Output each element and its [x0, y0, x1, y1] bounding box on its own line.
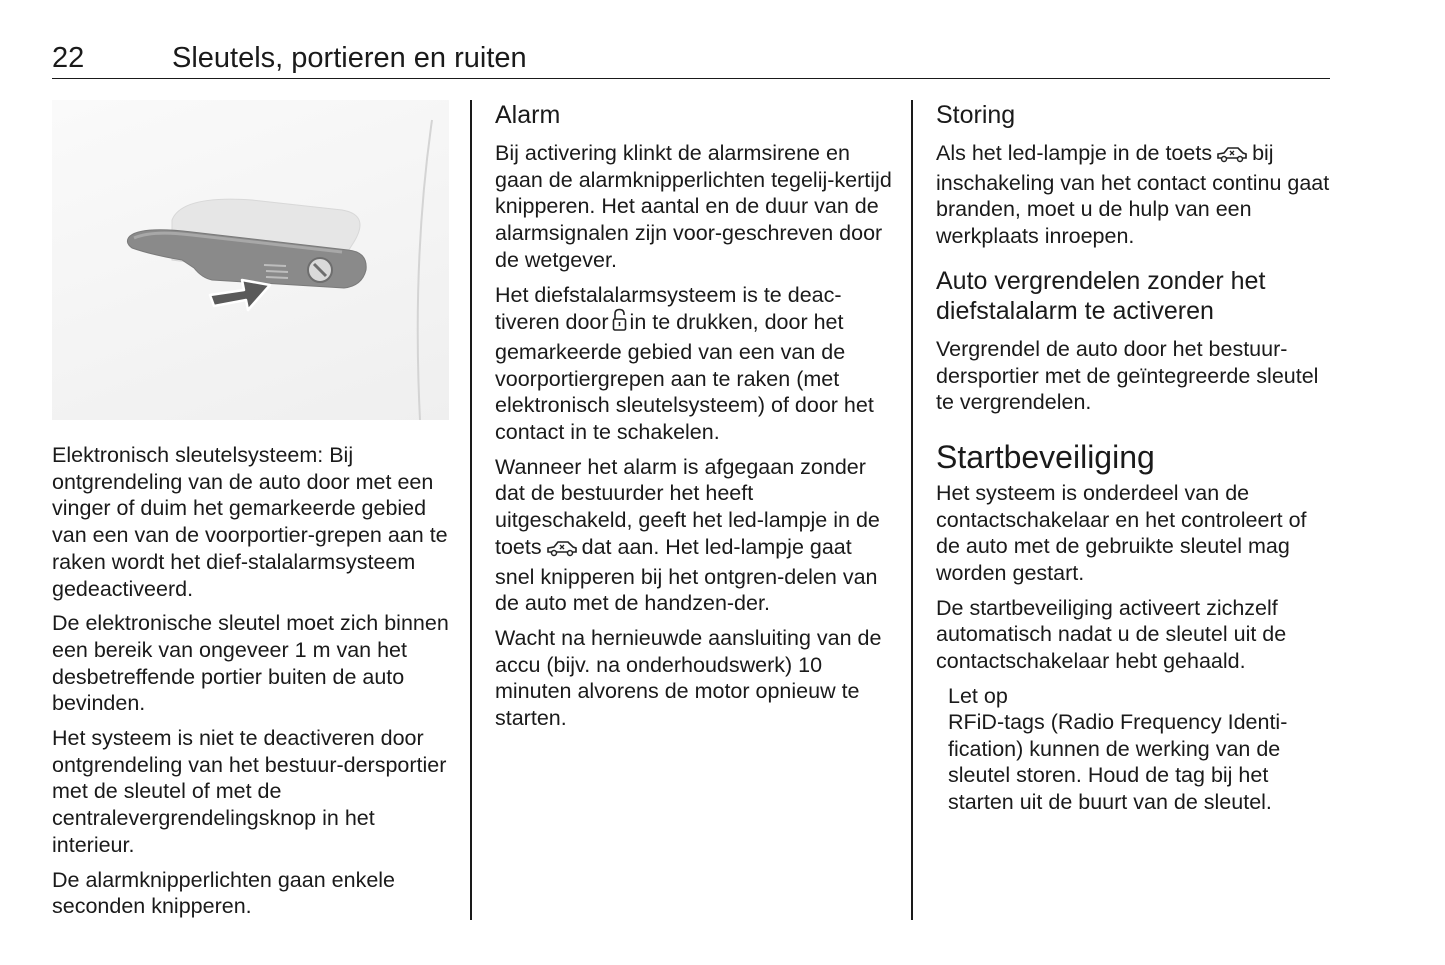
- section-heading-storing: Storing: [936, 101, 1016, 129]
- page-number: 22: [52, 42, 85, 74]
- paragraph: De alarmknipperlichten gaan enkele seconden knipperen.: [52, 867, 396, 919]
- paragraph: [495, 454, 895, 617]
- paragraph: Het systeem is onderdeel van de contactschakelaar en het controleert of de auto met de gebruikte sleutel mag worden gestart.: [936, 480, 1307, 586]
- door-handle-illustration: [52, 100, 449, 420]
- text-run: dat aan. Het led-lampje gaat snel knipperen bij het ontgren-delen van de auto met de handzen-der.: [495, 534, 878, 616]
- paragraph: Bij activering klinkt de alarmsirene en gaan de alarmknipperlichten tegelij-kertijd knipperen. Het aantal en de duur van de alarmsignalen zijn voor-geschreven door de wetgever.: [495, 141, 892, 272]
- column-divider: [470, 100, 472, 920]
- paragraph: Elektronisch sleutelsysteem: Bij ontgrendeling van de auto door met een vinger of duim het gemarkeerde gebied van een van de voorportier-grepen aan te raken wordt het dief-stalalarmsysteem gedeactiveerd.: [52, 443, 448, 601]
- chapter-title: Sleutels, portieren en ruiten: [172, 42, 527, 74]
- note-text: RFiD-tags (Radio Frequency Identi-fication) kunnen de werking van de sleutel storen. Houd de tag bij het starten uit de buurt van de sleutel.: [948, 709, 1288, 814]
- paragraph: De elektronische sleutel moet zich binnen een bereik van ongeveer 1 m van het desbetreffende portier buiten de auto bevinden.: [52, 611, 449, 716]
- paragraph: [495, 282, 895, 446]
- text-run: Wanneer het alarm is afgegaan zonder dat de bestuurder het heeft uitgeschakeld, geeft het led-lampje in de toets: [495, 454, 880, 559]
- page-header: [52, 40, 1330, 79]
- paragraph: Wacht na hernieuwde aansluiting van de accu (bijv. na onderhoudswerk) 10 minuten alvorens de motor opnieuw te starten.: [495, 625, 882, 731]
- text-run: Het diefstalalarmsysteem is te deac-tiveren door: [495, 282, 842, 335]
- door-handle-press-icon: [52, 100, 449, 420]
- text-run: in te drukken, door het gemarkeerde gebied van een van de voorportiergrepen aan te raken (met elektronisch sleutelsysteem) of door het contact in te schakelen.: [495, 310, 874, 445]
- note-box: [936, 683, 1336, 816]
- column-divider: [911, 100, 913, 920]
- paragraph: Vergrendel de auto door het bestuur-dersportier met de geïntegreerde sleutel te vergrendelen.: [936, 336, 1319, 415]
- text-run: bij inschakeling van het contact continu gaat branden, moet u de hulp van een werkplaats inroepen.: [936, 141, 1330, 249]
- car-alarm-icon: [1215, 143, 1249, 170]
- text-run: Als het led-lampje in de toets: [936, 141, 1213, 165]
- unlock-icon: [612, 308, 627, 339]
- column-right: [936, 100, 1336, 824]
- section-heading-startbeveiliging: Startbeveiliging: [936, 438, 1155, 475]
- column-middle: [495, 100, 895, 740]
- car-alarm-icon: [545, 537, 579, 564]
- note-title: Let op: [948, 683, 1008, 708]
- paragraph: De startbeveiliging activeert zichzelf automatisch nadat u de sleutel uit de contactschakelaar hebt gehaald.: [936, 595, 1287, 674]
- section-heading-alarm: Alarm: [495, 101, 561, 129]
- column-left: [52, 100, 452, 928]
- section-heading-lock: Auto vergrendelen zonder het diefstalalarm te activeren: [936, 266, 1266, 325]
- paragraph: [936, 140, 1336, 250]
- paragraph: Het systeem is niet te deactiveren door ontgrendeling van het bestuur-dersportier met de sleutel of met de centralevergrendelingsknop in het interieur.: [52, 726, 447, 857]
